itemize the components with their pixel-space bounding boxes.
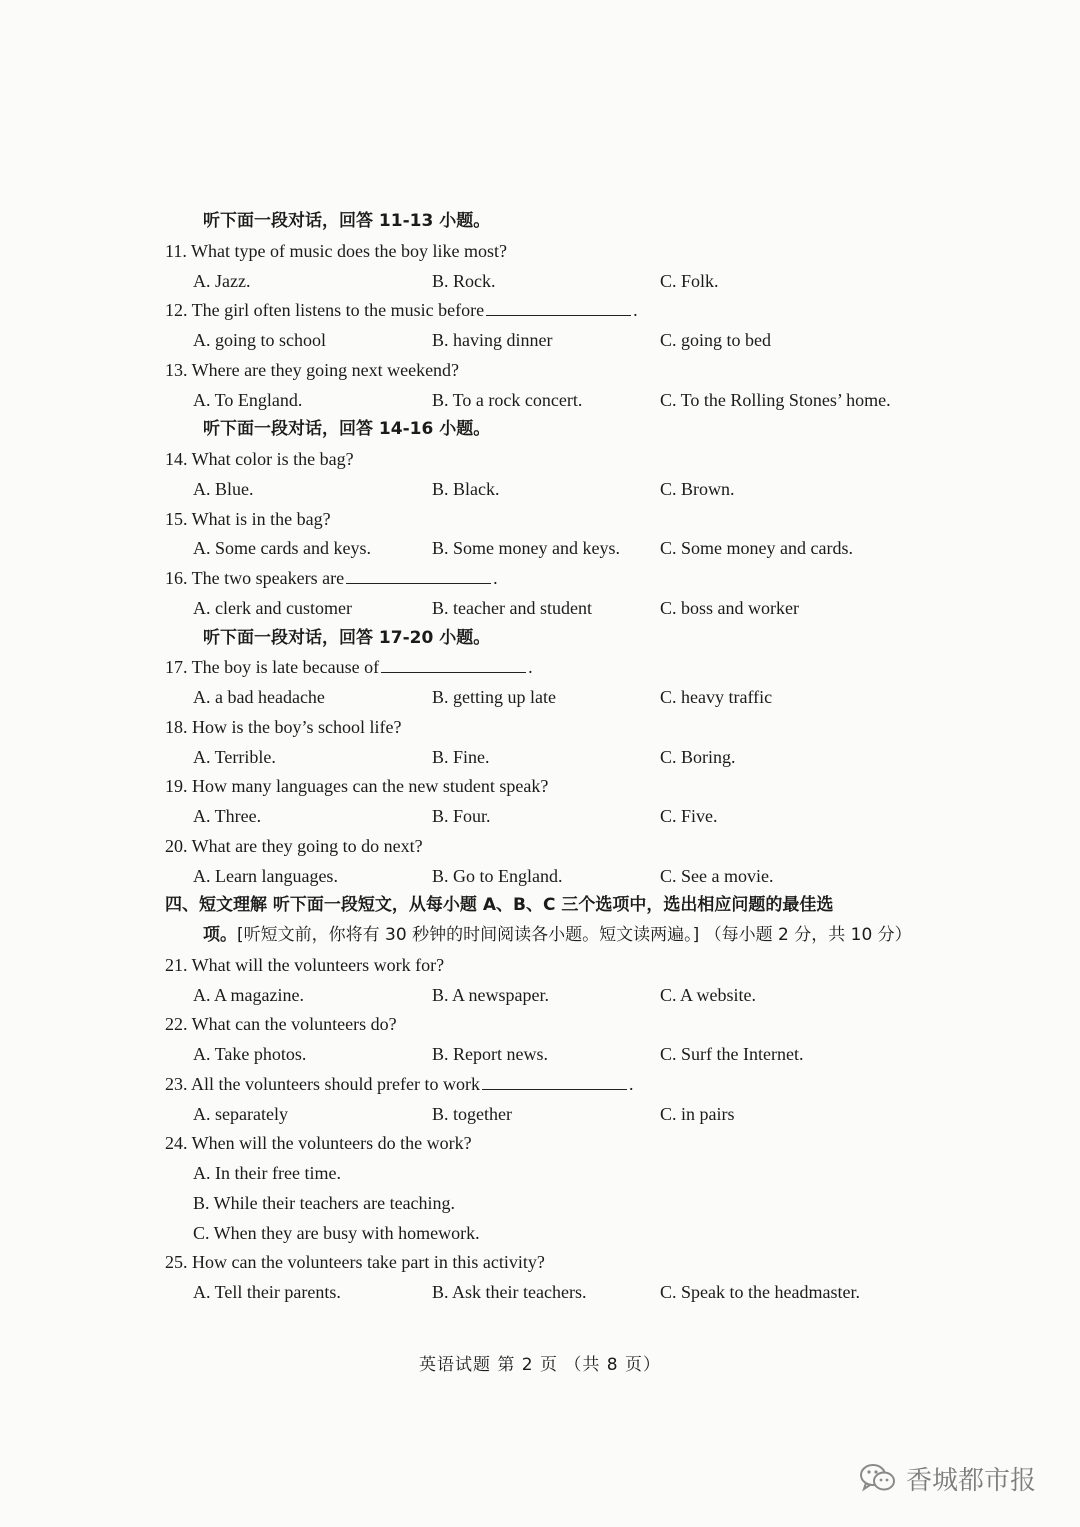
- instruction-text: 听下面一段对话，回答 11-13 小题。: [203, 211, 491, 231]
- answer-option: B. Black.: [432, 478, 500, 499]
- question-stem: [0, 950, 1080, 980]
- answer-options: [0, 742, 1080, 772]
- answer-options: [0, 682, 1080, 712]
- answer-option: C. Folk.: [660, 270, 719, 291]
- answer-options: [0, 593, 1080, 623]
- question-text: [165, 1069, 633, 1099]
- instruction-text: 听下面一段对话，回答 14-16 小题。: [203, 419, 491, 440]
- section-instruction: [0, 414, 1080, 444]
- answer-option: A. Tell their parents.: [193, 1282, 341, 1302]
- question-text-before: 16. The two speakers are: [165, 568, 345, 588]
- answer-option: B. Go to England.: [432, 865, 563, 886]
- answer-option: B. getting up late: [432, 687, 556, 707]
- answer-option: A. To England.: [193, 389, 303, 410]
- question-text-after: .: [493, 568, 498, 588]
- section-heading-cont: [0, 920, 1080, 950]
- answer-option: A. Learn languages.: [193, 865, 338, 886]
- question-text: 13. Where are they going next weekend?: [165, 359, 460, 380]
- section-note-bold: 项。: [203, 925, 237, 945]
- question-stem: [0, 295, 1080, 325]
- answer-option: B. Ask their teachers.: [432, 1282, 587, 1302]
- question-text: [165, 563, 498, 593]
- answer-option: B. having dinner: [432, 330, 553, 350]
- answer-options: [0, 385, 1080, 415]
- answer-option: A. separately: [193, 1103, 288, 1124]
- question-stem: [0, 504, 1080, 534]
- answer-option: C. To the Rolling Stones’ home.: [660, 389, 891, 410]
- answer-option: A. A magazine.: [193, 984, 304, 1005]
- answer-option: A. Some cards and keys.: [193, 538, 371, 559]
- question-text-after: .: [628, 1073, 634, 1094]
- question-stem: [0, 1128, 1080, 1158]
- answer-option: C. See a movie.: [660, 865, 774, 886]
- question-text-before: 12. The girl often listens to the music before: [165, 300, 485, 321]
- question-stem: [0, 831, 1080, 861]
- answer-option: C. boss and worker: [660, 597, 799, 618]
- answer-option: B. Rock.: [432, 270, 496, 291]
- answer-option: C. heavy traffic: [660, 687, 773, 707]
- answer-blank: [346, 565, 491, 584]
- answer-option: C. A website.: [660, 984, 757, 1005]
- wechat-icon: [858, 1461, 898, 1495]
- question-stem: [0, 355, 1080, 385]
- answer-option: C. When they are busy with homework.: [193, 1222, 480, 1243]
- answer-blank: [381, 654, 526, 673]
- question-text: 21. What will the volunteers work for?: [165, 954, 445, 975]
- question-stem: [0, 444, 1080, 474]
- answer-option: C. Speak to the headmaster.: [660, 1282, 860, 1302]
- answer-option: A. a bad headache: [193, 687, 325, 707]
- answer-option: A. Blue.: [193, 478, 254, 499]
- answer-option: C. Surf the Internet.: [660, 1044, 804, 1064]
- answer-option: B. Four.: [432, 806, 491, 826]
- question-text-before: 17. The boy is late because of: [165, 657, 380, 678]
- section-instruction: [0, 623, 1080, 653]
- answer-blank: [482, 1071, 627, 1090]
- section-heading: [0, 890, 1080, 920]
- answer-option: C. Boring.: [660, 746, 736, 767]
- question-stem: [0, 1009, 1080, 1039]
- answer-options: [0, 1277, 1080, 1307]
- answer-options: [0, 1039, 1080, 1069]
- answer-options: [0, 980, 1080, 1010]
- watermark: [858, 1458, 1036, 1498]
- answer-options: [0, 861, 1080, 891]
- answer-option: C. going to bed: [660, 330, 771, 350]
- question-stem: [0, 652, 1080, 682]
- question-text: 24. When will the volunteers do the work?: [165, 1133, 472, 1154]
- question-stem: [0, 712, 1080, 742]
- page-footer: 英语试题 第 2 页 （共 8 页）: [418, 1355, 662, 1375]
- question-text-after: .: [633, 300, 638, 321]
- answer-option: C. Brown.: [660, 478, 735, 499]
- answer-options: [0, 266, 1080, 296]
- answer-option: A. In their free time.: [193, 1163, 341, 1183]
- answer-options: [0, 1099, 1080, 1129]
- answer-option: A. clerk and customer: [193, 597, 352, 618]
- answer-option: A. Three.: [193, 806, 262, 826]
- answer-option: B. teacher and student: [432, 597, 592, 618]
- question-text-before: 23. All the volunteers should prefer to work: [165, 1073, 480, 1094]
- answer-option: A. Take photos.: [193, 1044, 307, 1064]
- answer-option-row: [0, 1218, 1080, 1248]
- question-stem: [0, 236, 1080, 266]
- answer-option: C. Some money and cards.: [660, 538, 853, 559]
- question-stem: [0, 1247, 1080, 1277]
- question-text: 15. What is in the bag?: [165, 508, 331, 529]
- question-text: 19. How many languages can the new student speak?: [165, 776, 549, 797]
- answer-option: A. Terrible.: [193, 746, 276, 767]
- instruction-text: 听下面一段对话，回答 17-20 小题。: [203, 627, 491, 648]
- answer-option: B. Report news.: [432, 1044, 548, 1064]
- answer-option: B. Some money and keys.: [432, 538, 620, 559]
- question-stem: [0, 771, 1080, 801]
- question-text: 14. What color is the bag?: [165, 449, 354, 469]
- answer-option: B. together: [432, 1103, 512, 1124]
- question-text: [165, 295, 638, 325]
- question-text: 22. What can the volunteers do?: [165, 1014, 397, 1035]
- answer-option: C. Five.: [660, 806, 718, 826]
- answer-options: [0, 474, 1080, 504]
- question-text: 20. What are they going to do next?: [165, 835, 423, 856]
- question-text-after: .: [528, 657, 533, 678]
- answer-option: B. To a rock concert.: [432, 389, 583, 410]
- answer-options: [0, 325, 1080, 355]
- answer-option: A. Jazz.: [193, 270, 251, 291]
- section-title: 四、短文理解 听下面一段短文，从每小题 A、B、C 三个选项中，选出相应问题的最佳选: [165, 895, 834, 916]
- question-text: 18. How is the boy’s school life?: [165, 716, 402, 737]
- question-stem: [0, 563, 1080, 593]
- question-stem: [0, 1069, 1080, 1099]
- section-instruction: [0, 206, 1080, 236]
- answer-option-row: [0, 1158, 1080, 1188]
- section-note-text: [听短文前，你将有 30 秒钟的时间阅读各小题。短文读两遍。] （每小题 2 分，共 10 分）: [237, 925, 912, 945]
- question-text: [165, 652, 533, 682]
- answer-option: B. While their teachers are teaching.: [193, 1192, 456, 1213]
- answer-option: A. going to school: [193, 330, 326, 350]
- answer-option: C. in pairs: [660, 1103, 735, 1124]
- answer-blank: [486, 297, 631, 316]
- section-note: [203, 920, 912, 950]
- answer-option: B. Fine.: [432, 746, 490, 767]
- watermark-text: 香城都市报: [906, 1465, 1037, 1496]
- answer-options: [0, 801, 1080, 831]
- question-text: 25. How can the volunteers take part in this activity?: [165, 1252, 545, 1273]
- question-text: 11. What type of music does the boy like most?: [165, 240, 507, 261]
- answer-option-row: [0, 1188, 1080, 1218]
- answer-options: [0, 533, 1080, 563]
- answer-option: B. A newspaper.: [432, 984, 549, 1005]
